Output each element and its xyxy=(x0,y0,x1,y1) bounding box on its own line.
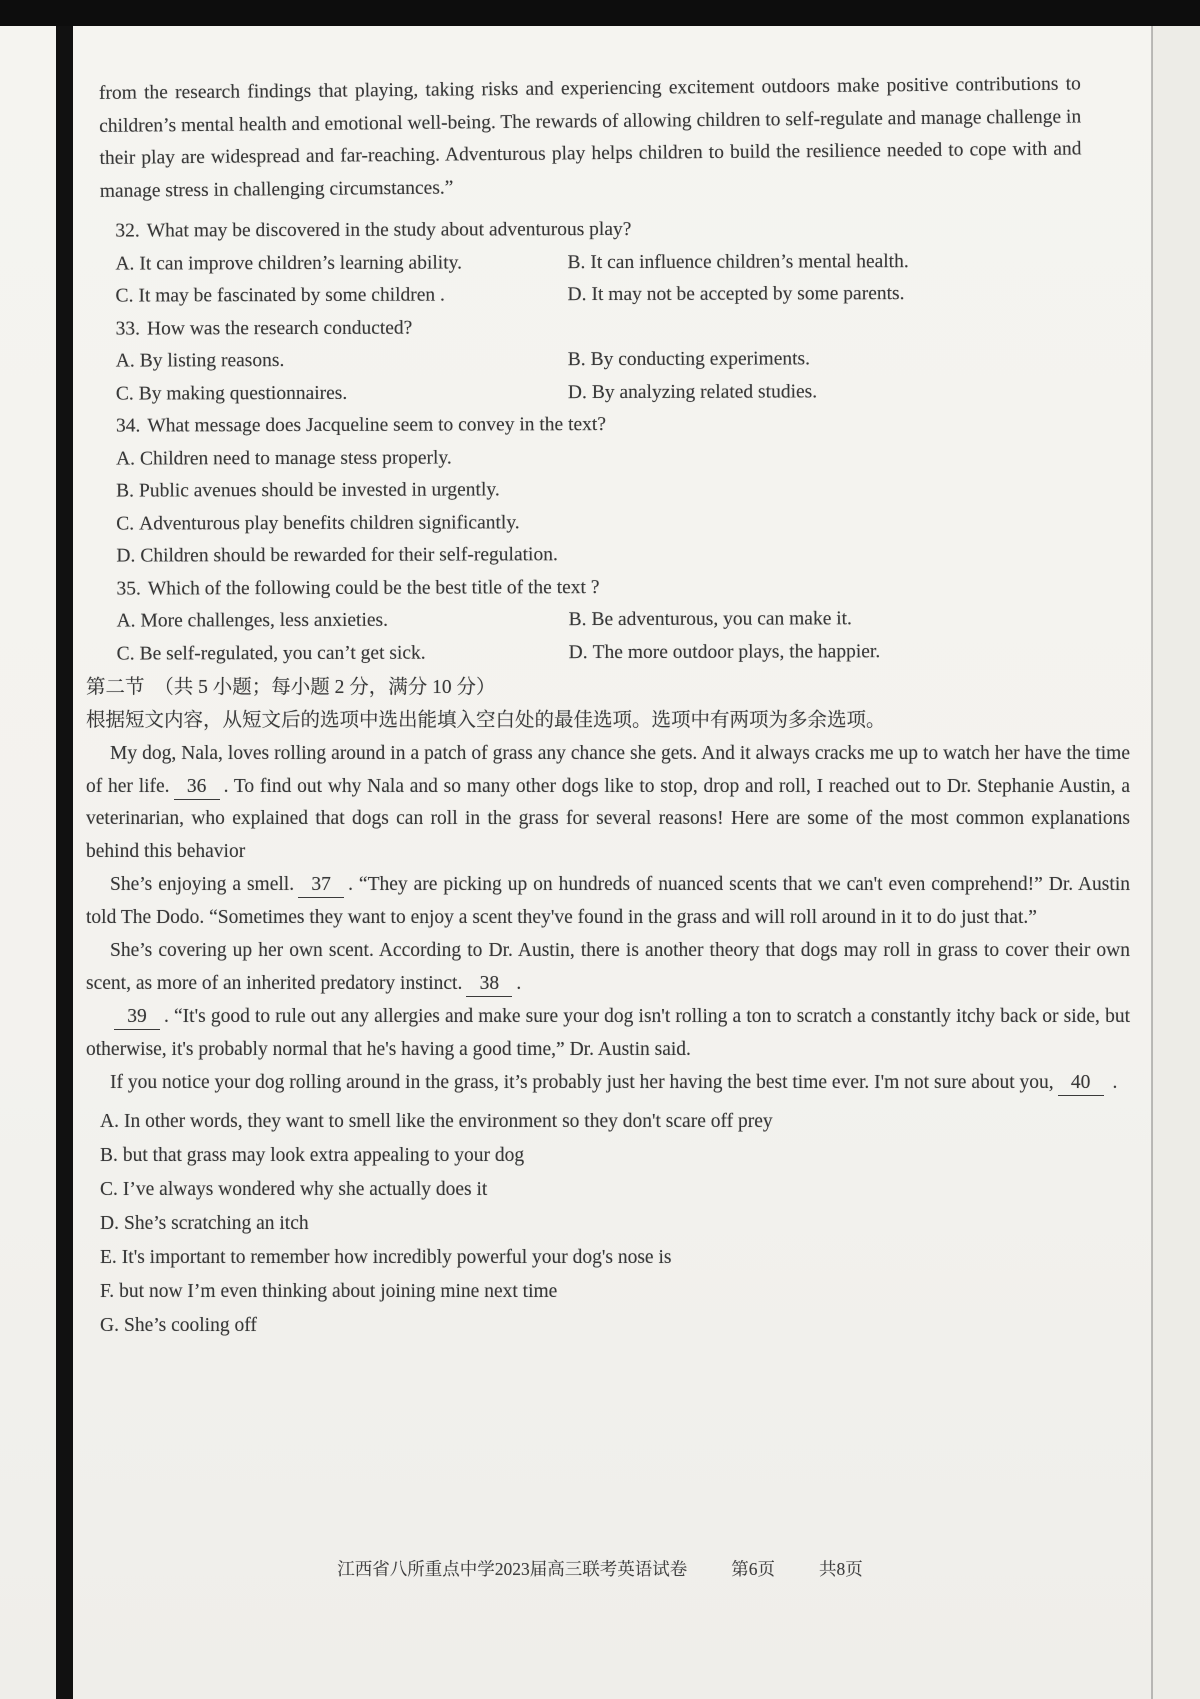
question-number: 32. xyxy=(115,220,140,242)
question-32 xyxy=(85,212,1129,313)
question-text: How was the research conducted? xyxy=(146,317,413,339)
option-label: D. xyxy=(567,284,587,306)
paragraph-text: She’s enjoying a smell. xyxy=(110,874,295,895)
paragraph-text: My dog, Nala, loves rolling around in a patch of grass any chance she gets. And it always cracks me up to watch her have the time of her life. xyxy=(86,743,1130,797)
option-33C xyxy=(116,377,568,411)
cloze-option-F xyxy=(100,1276,1130,1309)
cloze-option-B xyxy=(100,1140,1130,1173)
option-label: F. xyxy=(100,1280,115,1302)
question-34 xyxy=(86,407,1131,573)
cloze-option-D xyxy=(100,1208,1130,1241)
footer-exam-title: 江西省八所重点中学2023届高三联考英语试卷 xyxy=(337,1559,688,1579)
option-text: By analyzing related studies. xyxy=(591,380,818,403)
option-34A xyxy=(116,440,1130,476)
question-35-options xyxy=(117,602,1131,670)
scan-edge-top xyxy=(0,0,1200,26)
question-33-options xyxy=(116,342,1130,410)
option-text: but that grass may look extra appealing to your dog xyxy=(122,1144,525,1166)
option-label: C. xyxy=(115,285,134,307)
option-33A xyxy=(116,344,568,378)
blank-37: 37 xyxy=(298,873,344,898)
option-label: E. xyxy=(100,1246,117,1268)
question-33-stem xyxy=(116,310,1130,346)
option-33B xyxy=(568,342,1130,376)
question-number: 35. xyxy=(116,577,141,600)
cloze-option-G xyxy=(100,1310,1130,1343)
blank-40: 40 xyxy=(1058,1071,1104,1096)
option-text: Be adventurous, you can make it. xyxy=(591,608,852,631)
cloze-paragraph-1 xyxy=(86,738,1130,868)
option-34C xyxy=(116,505,1130,541)
cloze-paragraph-4 xyxy=(86,1001,1130,1066)
option-label: B. xyxy=(100,1144,118,1166)
option-text: Public avenues should be invested in urgently. xyxy=(139,479,500,502)
option-text: Adventurous play benefits children significantly. xyxy=(139,511,520,534)
scan-fold-line xyxy=(1151,26,1153,1699)
question-32-options xyxy=(115,245,1129,313)
option-label: D. xyxy=(568,641,588,663)
scan-margin-right xyxy=(1152,26,1200,1699)
blank-38: 38 xyxy=(466,972,512,997)
paragraph-text: . To find out why Nala and so many other dogs like to stop, drop and roll, I reached out to Dr. Stephanie Austin, a veterinarian, who explained that dogs can roll in the grass for several reasons! Here are some of the most common explanations behind this behavior xyxy=(86,775,1130,862)
page-content xyxy=(86,73,1130,1344)
option-32D xyxy=(567,277,1129,311)
option-label: A. xyxy=(115,252,135,275)
option-text: More challenges, less anxieties. xyxy=(140,609,389,632)
option-35B xyxy=(569,602,1131,636)
option-34D xyxy=(116,537,1130,573)
cloze-option-C xyxy=(100,1174,1130,1207)
question-text: What may be discovered in the study about adventurous play? xyxy=(146,218,632,242)
option-text: Be self-regulated, you can’t get sick. xyxy=(139,642,426,664)
option-text: It can influence children’s mental health. xyxy=(590,250,909,273)
cloze-option-E xyxy=(100,1242,1130,1275)
option-text: but now I’m even thinking about joining mine next time xyxy=(119,1280,558,1302)
option-32B xyxy=(567,245,1129,279)
cloze-paragraph-5 xyxy=(86,1067,1130,1100)
option-label: C. xyxy=(115,382,134,405)
cloze-paragraph-3 xyxy=(86,935,1130,1000)
question-35 xyxy=(86,570,1130,671)
option-label: B. xyxy=(567,251,586,273)
option-label: B. xyxy=(116,480,135,502)
paragraph-text: She’s covering up her own scent. According to Dr. Austin, there is another theory that dogs may roll in grass to cover their own scent, as more of an inherited predatory instinct. xyxy=(86,940,1130,994)
question-33 xyxy=(86,310,1130,411)
question-text: Which of the following could be the best title of the text ? xyxy=(147,576,600,599)
paragraph-text: . “It's good to rule out any allergies and make sure your dog isn't rolling a ton to scratch a constantly itchy back or side, but otherwise, it's probably normal that he's having a good time,” Dr. Austin said. xyxy=(86,1006,1130,1060)
question-number: 33. xyxy=(115,317,141,340)
option-text: I’ve always wondered why she actually does it xyxy=(122,1178,488,1200)
option-label: C. xyxy=(116,642,135,665)
paragraph-text: . xyxy=(1107,1072,1118,1093)
section-two-instruction: 根据短文内容，从短文后的选项中选出能填入空白处的最佳选项。选项中有两项为多余选项。 xyxy=(86,709,886,731)
option-label: A. xyxy=(116,447,136,470)
option-text: The more outdoor plays, the happier. xyxy=(592,640,881,663)
reading-passage-continuation: from the research findings that playing, taking risks and experiencing excitement outdoors make positive contributions to children’s mental health and emotional well-being. The rewards of allowing children to self-regulate and manage challenge in their play are widespread and far-reaching. Adventurous play helps children to build the resilience needed to cope with and manage stress in challenging circumstances.” xyxy=(98,73,1082,202)
option-label: D. xyxy=(116,545,136,567)
option-text: She’s scratching an itch xyxy=(123,1212,309,1234)
cloze-options-list xyxy=(86,1106,1130,1343)
option-text: By making questionnaires. xyxy=(138,382,348,404)
option-33D xyxy=(568,375,1130,409)
option-32C xyxy=(115,279,567,313)
option-label: G. xyxy=(100,1314,119,1336)
question-text: What message does Jacqueline seem to convey in the text? xyxy=(147,414,606,437)
option-label: A. xyxy=(115,350,135,372)
option-label: D. xyxy=(567,381,587,403)
option-label: C. xyxy=(116,512,135,535)
question-34-stem xyxy=(116,407,1130,443)
option-label: D. xyxy=(100,1212,119,1234)
question-35-stem xyxy=(116,570,1130,606)
option-text: By conducting experiments. xyxy=(590,348,810,371)
option-text: It's important to remember how incredibly powerful your dog's nose is xyxy=(121,1246,672,1268)
blank-39: 39 xyxy=(114,1005,160,1030)
option-35C xyxy=(117,637,569,671)
question-34-options xyxy=(116,440,1130,573)
option-label: B. xyxy=(567,349,586,371)
footer-page-number: 第6页 xyxy=(731,1559,775,1579)
page-footer xyxy=(0,1556,1200,1581)
option-text: In other words, they want to smell like the environment so they don't scare off prey xyxy=(123,1110,773,1132)
option-label: C. xyxy=(100,1178,118,1200)
option-32A xyxy=(115,247,567,281)
scan-edge-left xyxy=(56,0,73,1699)
footer-page-total: 共8页 xyxy=(819,1559,863,1579)
question-number: 34. xyxy=(115,415,141,437)
option-text: Children need to manage stess properly. xyxy=(139,446,452,469)
paragraph-text: If you notice your dog rolling around in the grass, it’s probably just her having the best time ever. I'm not sure about you, xyxy=(110,1072,1054,1093)
option-label: B. xyxy=(568,609,587,631)
cloze-option-A xyxy=(100,1106,1130,1139)
cloze-paragraph-2 xyxy=(86,869,1130,934)
option-text: She’s cooling off xyxy=(123,1314,257,1336)
option-label: A. xyxy=(116,610,136,632)
question-32-stem xyxy=(115,212,1129,248)
option-text: It may not be accepted by some parents. xyxy=(591,283,905,306)
option-text: Children should be rewarded for their self-regulation. xyxy=(140,544,558,567)
option-text: By listing reasons. xyxy=(139,350,285,372)
comprehension-questions xyxy=(85,212,1130,670)
paragraph-text: . xyxy=(516,972,522,994)
option-label: A. xyxy=(100,1110,119,1132)
section-two-heading: 第二节 （共 5 小题；每小题 2 分，满分 10 分） xyxy=(86,677,496,698)
blank-36: 36 xyxy=(174,775,220,800)
option-34B xyxy=(116,472,1130,508)
option-35A xyxy=(117,604,569,638)
option-35D xyxy=(569,635,1131,669)
paragraph-text: . “They are picking up on hundreds of nuanced scents that we can't even comprehend!” Dr. Austin told The Dodo. “Sometimes they want to enjoy a scent they've found in the grass and will roll around in it to do just that.” xyxy=(86,874,1130,928)
option-text: It may be fascinated by some children . xyxy=(138,284,445,307)
option-text: It can improve children’s learning ability. xyxy=(139,251,463,274)
